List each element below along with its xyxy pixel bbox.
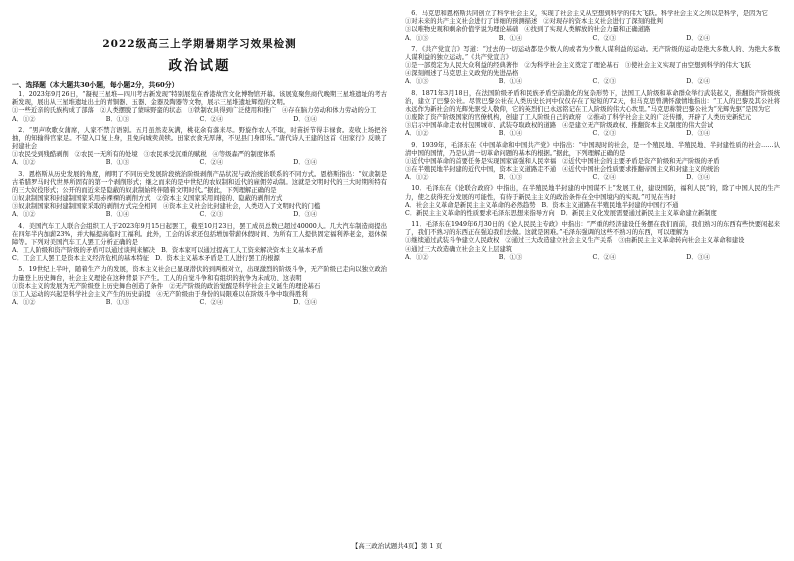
option-item: A．工人阶级和资产阶级的矛盾可以通过谈判来解决 xyxy=(12,247,156,255)
answer-choice: A．①② xyxy=(12,115,36,123)
option-item: ③铁制农具得到广泛使用和推广 xyxy=(187,107,276,115)
answer-choice: D．③④ xyxy=(686,253,711,261)
question-options xyxy=(405,202,780,218)
question-options xyxy=(405,158,780,174)
option-item: ③以唯物史观和剩余价值学说为理论基础 xyxy=(405,26,519,34)
answer-choice: C．②③ xyxy=(592,130,617,138)
question-options xyxy=(12,247,387,263)
question xyxy=(12,266,387,307)
question-stem: 2．“男声吹歌女蒲席，人家不禁言语别。五月虽然麦灰满，桃花余有落来尽。野旋作农人不取，时苗折节得丰禄食。麦收上场把谷抽，的知输得官家足。不望入口复上身，且免向城卖黄犊。田家衣食无厚薄，不见县门身即乐。”唐代诗人王建的这首《田家行》反映了封建社会 xyxy=(12,126,387,151)
answer-choices xyxy=(405,130,780,138)
option-item: ④等级森严的制度体系 xyxy=(212,151,276,159)
option-item: C．新民主主义革命的性质要求毛泽东思想来指导方向 xyxy=(405,209,555,217)
question-options xyxy=(405,62,780,78)
answer-choice: B．①③ xyxy=(498,253,523,261)
answer-choice: A．①② xyxy=(405,130,429,138)
answer-choice: B．①④ xyxy=(498,130,523,138)
question-stem: 4．美国汽车工人联合会组织工人于2023年9月15日起罢工，截至10月23日，罢工成员总数已超过40000人。几大汽车制造商提出在四年半内加薪23%，并大幅提高临时工福利。此外，工会的诉求还包括增加带薪休假时间、为所有工人提供固定福利养老金，退休保障等。下列对美国汽车工人罢工分析正确的是 xyxy=(12,222,387,246)
option-item: ③使社会主义实现了由空想到科学的伟大飞跃 xyxy=(624,62,751,70)
exam-title: 2022级高三上学期暑期学习效果检测 xyxy=(102,38,297,50)
question-stem: 3．恩格斯从历史发展的角度，阐明了不同历史发展阶段统治阶级剥削产品状况与政治统治联系的不同方式。恩格斯指出：“奴隶制是古希腊罗马时代世界所固有的第一个剥削形式；继之而来的是中世纪的农奴制和近代的雇佣劳动制。这就是文明时代的三大时期所特有的三大奴役形式；公开的而近来是隐蔽的奴隶制始终伴随着文明时代。”据此，下列理解正确的是 xyxy=(12,170,387,194)
question xyxy=(12,171,387,220)
left-column xyxy=(12,10,387,535)
answer-choices xyxy=(12,299,387,307)
answer-choice: B．①③ xyxy=(105,159,130,167)
option-item: ①继续通过武装斗争建立人民政权 xyxy=(405,237,500,245)
answer-choices xyxy=(405,78,780,86)
option-item: ③农民承受沉重的赋税 xyxy=(143,151,207,159)
left-question-list xyxy=(12,91,387,307)
answer-choices xyxy=(405,254,780,262)
answer-choice: A．①② xyxy=(12,211,36,219)
option-item: ②近代中国社会的主要矛盾是资产阶级和无产阶级的矛盾 xyxy=(562,157,720,165)
answer-choices xyxy=(12,211,387,219)
subject-title: 政治试题 xyxy=(168,57,231,74)
option-item: ③工人运动的兴起是科学社会主义产生的历史前提 xyxy=(12,290,151,298)
option-item: ②通过三大改造建立社会主义生产关系 xyxy=(505,237,613,245)
answer-choice: C．②③ xyxy=(592,78,617,86)
question xyxy=(405,185,780,218)
question xyxy=(405,46,780,87)
question-options xyxy=(405,114,780,130)
option-item: A．社会主义革命是新民主主义革命的必然趋势 xyxy=(405,201,536,209)
answer-choice: A．①③ xyxy=(405,78,429,86)
option-item: B．资本主义道路在半殖民地半封建的中国行不通 xyxy=(541,201,679,209)
option-item: ④是建立无产阶级政权、推翻资本主义制度的伟大尝试 xyxy=(562,122,714,130)
question-stem: 8．1871年3月18日，在法国阶级矛盾和民族矛盾空前激化的复杂形势下，法国工人阶级和革命群众举行武装起义，推翻资产阶级统治，建立了巴黎公社。尽管巴黎公社在人类历史长河中仅仅存在了短短的72天，但马克思曾满怀激情地指出：“工人的巴黎及其公社将永远作为新社会的光辉先驱受人敬仰，它的英烈们已永远铭记在工人阶级的伟大心坎里。”马克思称赞巴黎公社为“光辉先驱”是因为它 xyxy=(405,89,780,113)
question-stem: 11．毛泽东在1949年6月30日的《论人民民主专政》中指出：“严重的经济建设任务摆在我们面前，我们熟习的东西有些快要闲起来了，我们不熟习的东西正在强迫我们去做。这就是困难。”毛泽东强调的这些不熟习的东西，可以理解为 xyxy=(405,221,780,237)
page-footer: 【高三政治试题共4页】第 1 页 xyxy=(351,542,443,550)
option-item: ①一些近亲的氏族构成了部落 xyxy=(12,107,94,115)
option-item: ②推动了科学社会主义的广泛传播，开辟了人类历史新纪元 xyxy=(587,114,752,122)
option-item: ④存在脑力劳动和体力劳动的分工 xyxy=(281,107,377,115)
option-item: ①农民受到残酷剥削 xyxy=(12,151,69,159)
answer-choice: A．①② xyxy=(12,159,36,167)
answer-choice: D．②④ xyxy=(686,78,711,86)
answer-choice: A．①② xyxy=(12,299,36,307)
question xyxy=(405,10,780,43)
answer-choice: B．①③ xyxy=(498,174,523,182)
option-item: ①是一部奠定为人民大众利益的经典著作 xyxy=(405,62,519,70)
answer-choice: B．①③ xyxy=(105,115,130,123)
answer-choice: B．①④ xyxy=(105,211,130,219)
question xyxy=(405,90,780,139)
answer-choice: B．①④ xyxy=(498,34,523,42)
option-item: ③由新民主主义革命转向社会主义革命和建设 xyxy=(618,237,745,245)
answer-choice: D．②④ xyxy=(686,34,711,42)
question-options xyxy=(12,107,387,115)
answer-choice: C．②④ xyxy=(199,159,224,167)
option-item: ①近代中国革命的首要任务是实现国家富强和人民幸福 xyxy=(405,157,557,165)
right-column xyxy=(405,10,780,535)
option-item: ①废除了资产阶级国家的官僚机构，创建了工人阶级自己的政府 xyxy=(405,114,582,122)
option-item: ②人类摆脱了蒙昧野蛮的状态 xyxy=(99,107,182,115)
answer-choice: C．②④ xyxy=(199,115,224,123)
option-item: ②资本主义国家采用间接的、隐蔽的剥削方式 xyxy=(156,195,283,203)
question-stem: 9．1939年，毛泽东在《中国革命和中国共产党》中指出：“中国现时的社会，是一个殖民地、半殖民地、半封建性质的社会……认清中国的国情，乃是认清一切革命问题的基本的根据。”据此，下列理解正确的是 xyxy=(405,141,780,157)
section-heading: 一、选择题（本大题共30小题，每小题2分，共60分） xyxy=(12,81,179,90)
option-item: ②无产阶级的政治觉醒是科学社会主义诞生的理论基石 xyxy=(169,282,321,290)
right-question-list xyxy=(405,10,780,262)
question-stem: 7．《共产党宣言》写道：“过去的一切运动都是少数人的或者为少数人谋利益的运动。无产阶级的运动是绝大多数人的、为绝大多数人谋利益的独立运动。”《共产党宣言》 xyxy=(405,45,780,61)
question xyxy=(12,91,387,124)
question-stem: 1．2023年9月26日，“凝视三星堆—四川考古新发现”特别展览在香港故宫文化博物馆开幕。该展览聚焦商代晚期三星堆遗址的考古新发现，展出从三星堆遗址出土的青铜器、玉器、金器及陶器等文物，展示三星堆遗址辉煌的文明。 xyxy=(12,91,387,107)
answer-choices xyxy=(12,159,387,167)
option-item: C．工会工人罢工是资本主义经济危机的基本特征 xyxy=(12,255,150,263)
answer-choice: C．②④ xyxy=(592,174,617,182)
answer-choice: C．②④ xyxy=(199,299,224,307)
option-item: ②对现存的资本主义社会进行了深刻的批判 xyxy=(543,18,663,26)
answer-choice: D．③④ xyxy=(293,211,318,219)
option-item: D．新民主义化发展需要通过新民主主义革命建立新制度 xyxy=(560,209,717,217)
answer-choices xyxy=(12,116,387,124)
question-options xyxy=(405,18,780,34)
answer-choice: D．③④ xyxy=(293,115,318,123)
option-item: ①对未来的共产主义社会进行了详细的预测描述 xyxy=(405,18,538,26)
option-item: ④资本主义社会比封建社会，人类迈入了文明时代的门槛 xyxy=(162,203,321,211)
question-stem: 10．毛泽东在《论联合政府》中指出，在半殖民地半封建的中国谋不上“发展工业，建设国防，福利人民”的，除了中国人民的生产力，使之获得充分发展的可能性，有待于新民主主义的政治条件在全中国境内的实现。”可见在当时 xyxy=(405,185,780,201)
option-item: ②农民一无所有的处境 xyxy=(74,151,138,159)
answer-choice: B．①③ xyxy=(105,299,130,307)
option-item: ④深刻阐述了马克思主义政党的先进品格 xyxy=(405,70,519,78)
question-stem: 5．19世纪上半叶，随着生产力的发展，资本主义社会已显现潜伏的到两极对立，出现激烈的阶级斗争，无产阶级已走向以独立政治力量登上历史舞台，社会主义理论在这种背景下产生。工人的自觉斗争和有组织的抗争为未成功、这表明 xyxy=(12,266,387,282)
question-stem: 6．马克思和恩格斯共同创立了科学社会主义，实现了社会主义从空想到科学的伟大飞跃。科学社会主义之所以是科学，是因为它 xyxy=(411,10,768,17)
question xyxy=(405,142,780,183)
answer-choices xyxy=(405,174,780,182)
answer-choice: D．③④ xyxy=(686,174,711,182)
answer-choice: C．②③ xyxy=(199,211,224,219)
answer-choice: A．①③ xyxy=(405,34,429,42)
option-item: ①资本主义的发展为无产阶级登上历史舞台创造了条件 xyxy=(12,282,164,290)
option-item: ④无产阶级由于身份的局限难以在阶级斗争中取得胜利 xyxy=(156,290,308,298)
answer-choice: A．①② xyxy=(405,174,429,182)
question-options xyxy=(12,195,387,211)
question-options xyxy=(12,283,387,299)
question xyxy=(12,127,387,168)
answer-choice: B．①④ xyxy=(498,78,523,86)
option-item: ③在半殖民地半封建的近代中国，资本主义道路走不通 xyxy=(405,166,557,174)
option-item: ④通过三大改造确立社会主义上层建筑 xyxy=(405,245,513,253)
option-item: D．资本主义基本矛盾是工人进行罢工的根源 xyxy=(155,255,280,263)
answer-choice: D．③④ xyxy=(686,130,711,138)
option-item: ②为科学社会主义奠定了理论基石 xyxy=(524,62,619,70)
question xyxy=(12,223,387,264)
option-item: ④近代中国社会性质要求推翻帝国主义和封建主义的统治 xyxy=(562,166,720,174)
answer-choices xyxy=(405,35,780,43)
answer-choice: A．①② xyxy=(405,253,429,261)
question xyxy=(405,221,780,262)
option-item: ①奴隶制国家和封建制国家采用赤裸裸的剥削方式 xyxy=(12,195,151,203)
option-item: B．资本家可以通过提高工人工资来解决资本主义基本矛盾 xyxy=(161,247,324,255)
answer-choice: C．②④ xyxy=(592,253,617,261)
answer-choice: D．③④ xyxy=(293,159,318,167)
option-item: ④找到了实现人类解放的社会力量和正确道路 xyxy=(524,26,651,34)
answer-choice: C．②③ xyxy=(592,34,617,42)
option-item: ③奴隶制国家和封建制国家采取的剥削方式完全相同 xyxy=(12,203,157,211)
answer-choice: D．③④ xyxy=(293,299,318,307)
option-item: ③启示中国革命走农村包围城市、武装夺取政权的道路 xyxy=(405,122,557,130)
question-options xyxy=(405,237,780,253)
